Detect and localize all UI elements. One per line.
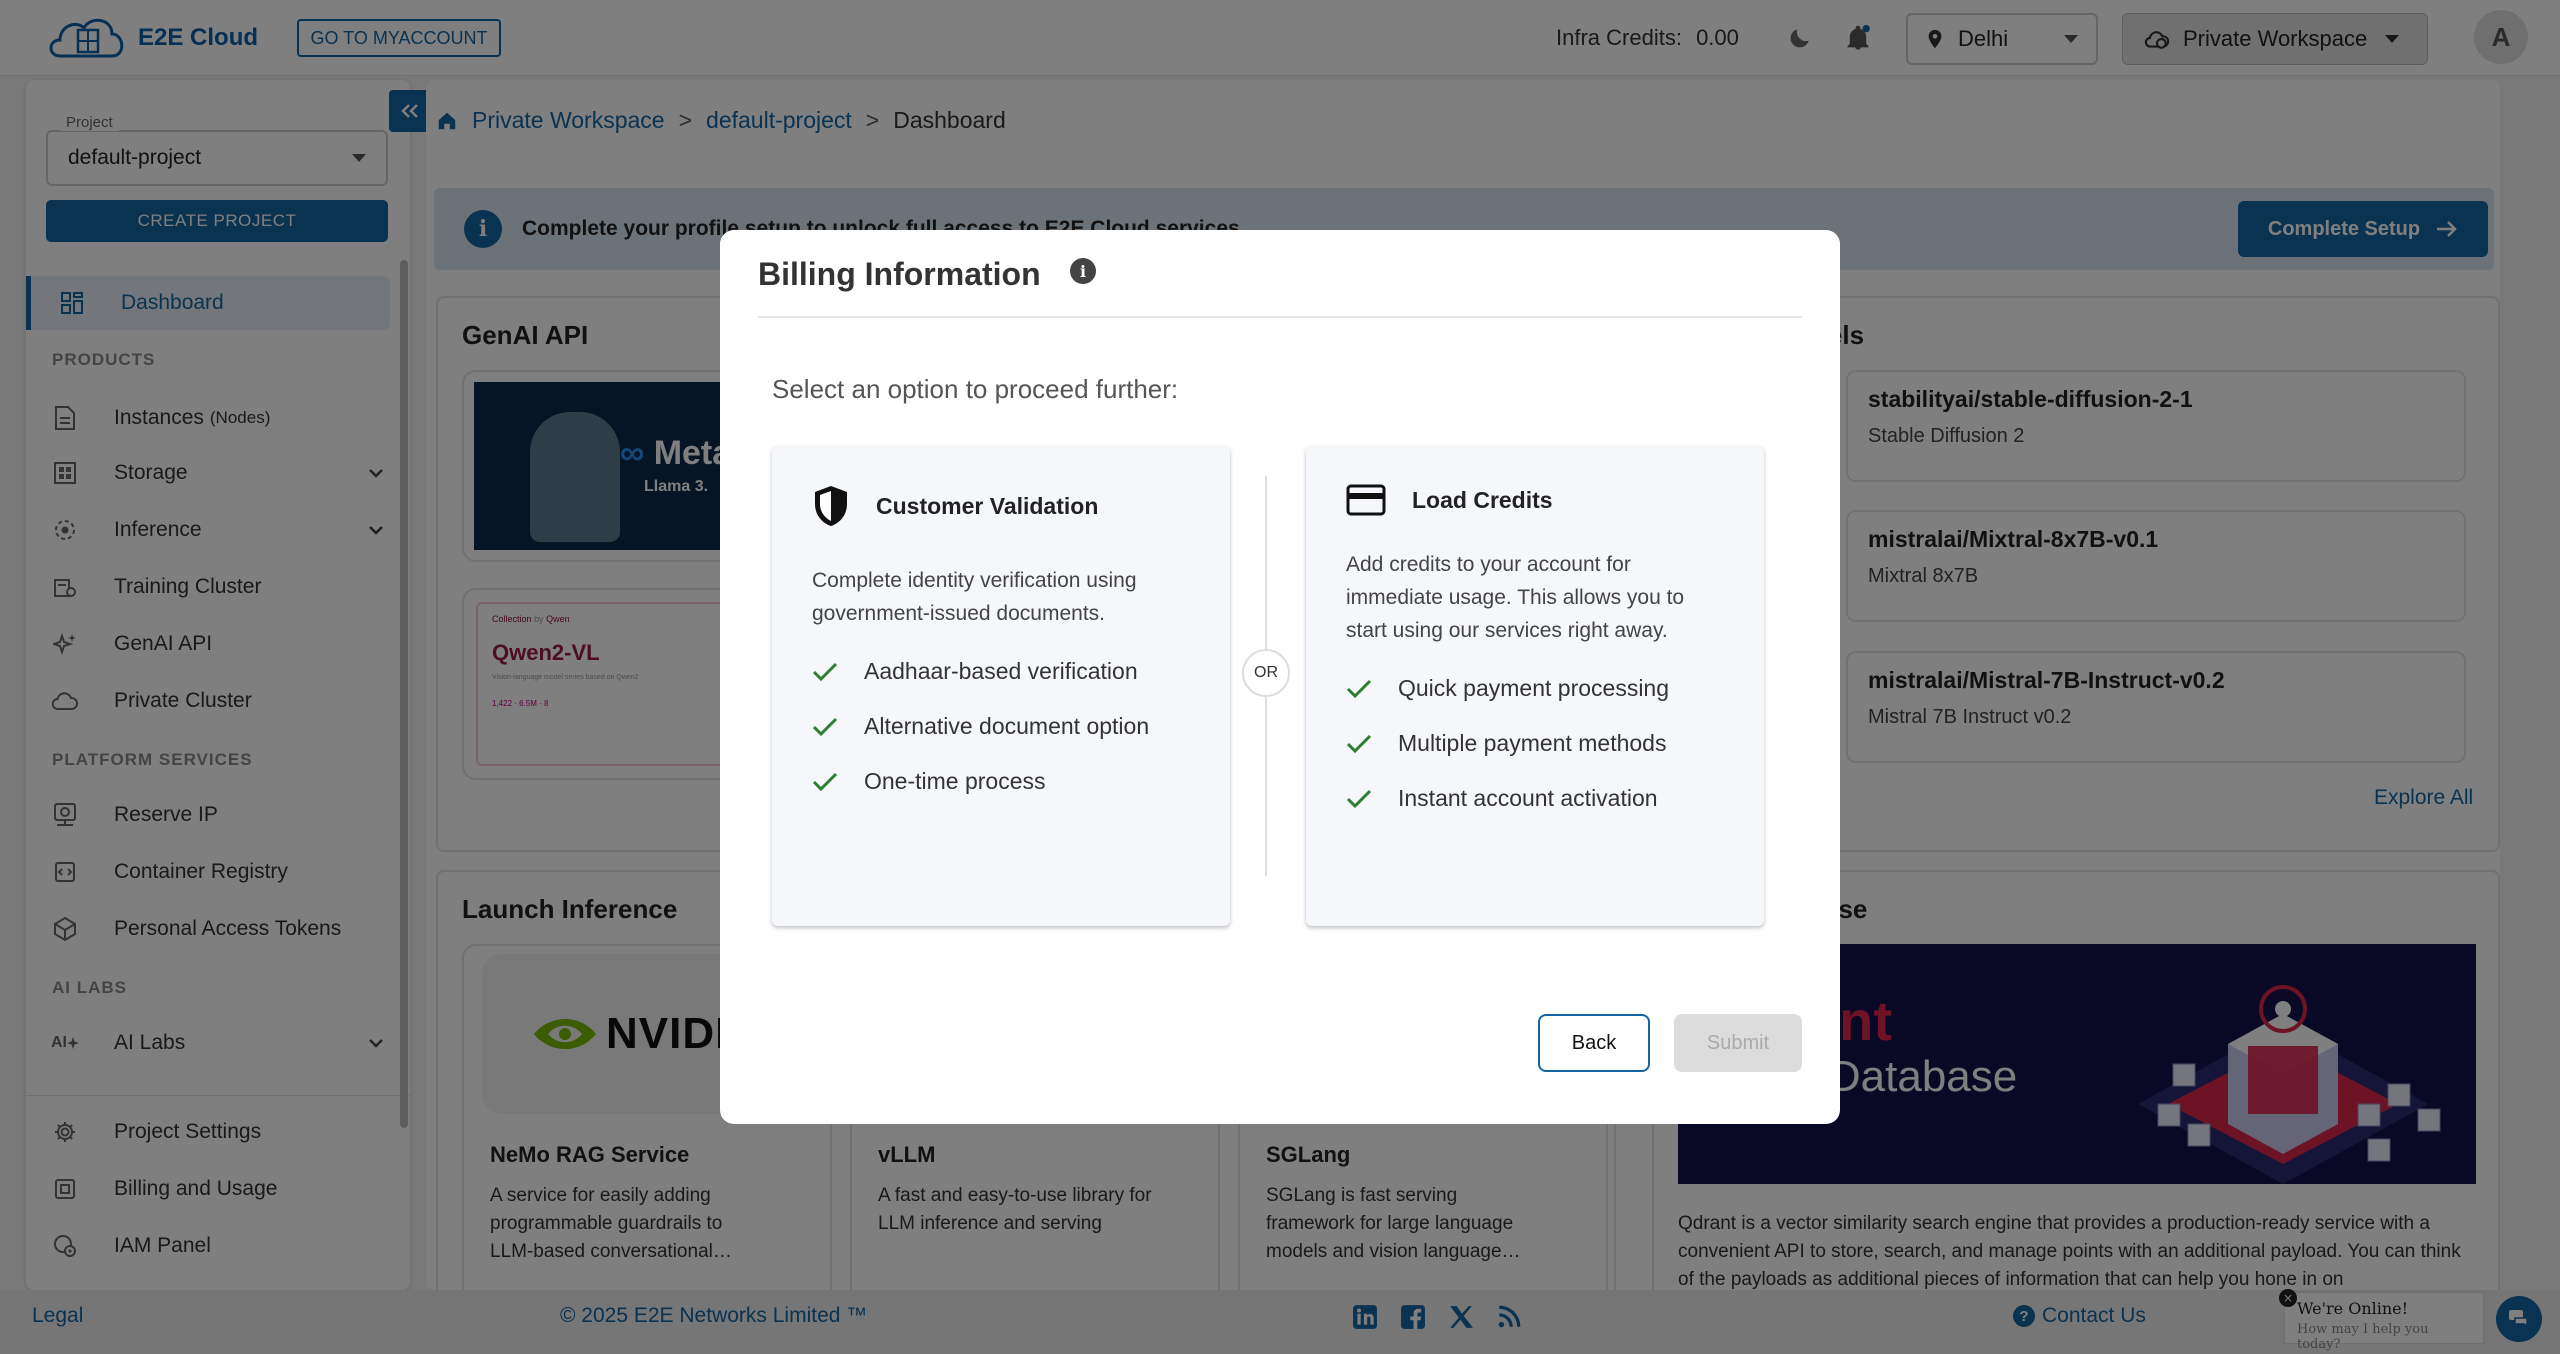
feature-item: Alternative document option [812,713,1190,740]
check-icon [1346,789,1372,809]
option-description: Complete identity verification using government-issued documents. [812,569,1137,625]
shield-icon [812,484,850,528]
credit-card-icon [1346,484,1386,516]
modal-divider [758,316,1802,318]
check-icon [1346,734,1372,754]
back-button[interactable]: Back [1538,1014,1650,1072]
load-credits-option[interactable] [1306,446,1764,926]
check-icon [812,772,838,792]
modal-prompt: Select an option to proceed further: [772,374,1179,404]
feature-item: Instant account activation [1346,785,1724,812]
billing-information-modal [720,230,1840,1124]
option-description: Add credits to your account for immediate usage. This allows you to start using our services right away. [1346,553,1685,642]
option-title: Load Credits [1412,486,1553,513]
feature-item: Aadhaar-based verification [812,658,1190,685]
modal-title: Billing Information [758,256,1041,292]
feature-item: Multiple payment methods [1346,730,1724,757]
check-icon [812,717,838,737]
submit-button[interactable]: Submit [1674,1014,1802,1072]
feature-list [812,658,1190,795]
check-icon [812,662,838,682]
option-title: Customer Validation [876,492,1099,519]
feature-item: Quick payment processing [1346,675,1724,702]
info-icon[interactable]: i [1070,258,1096,284]
check-icon [1346,679,1372,699]
customer-validation-option[interactable] [772,446,1230,926]
feature-item: One-time process [812,768,1190,795]
feature-list [1346,675,1724,812]
or-badge: OR [1242,649,1290,697]
